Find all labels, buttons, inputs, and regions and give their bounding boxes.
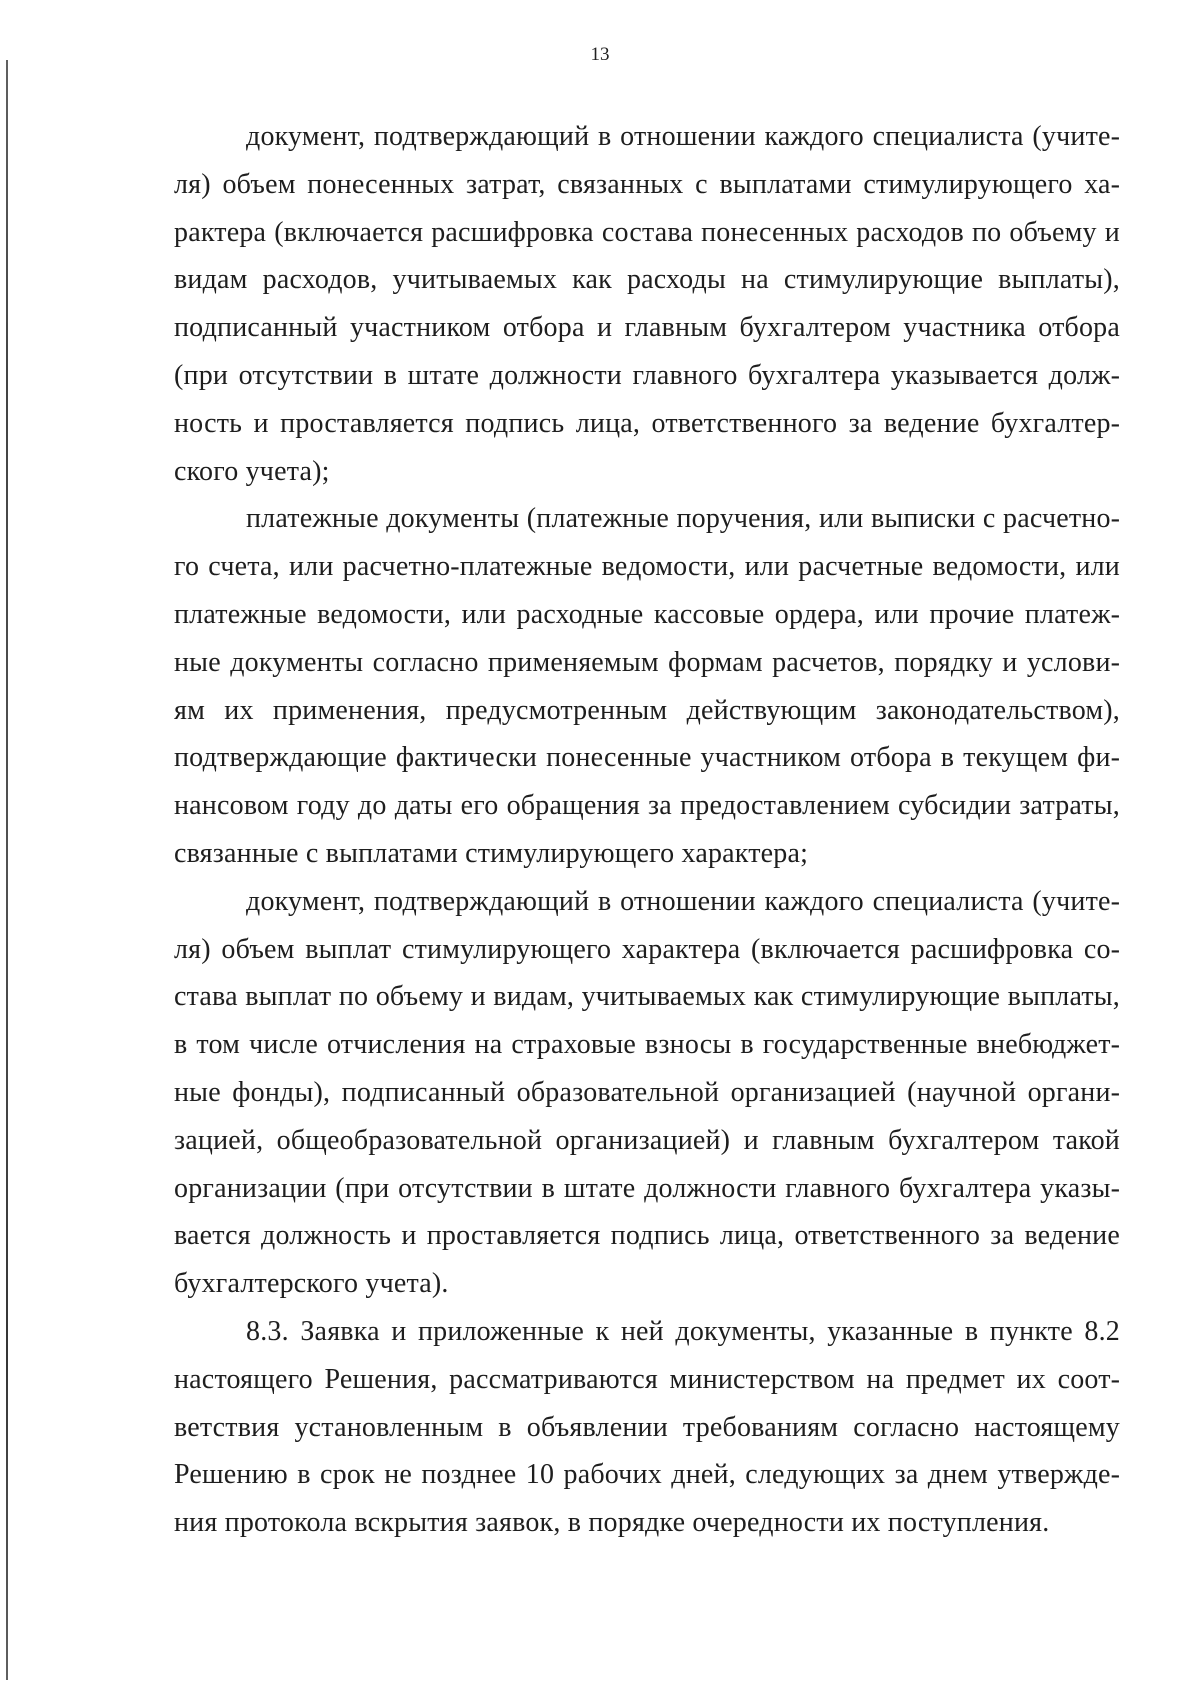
page-number: 13	[590, 44, 610, 65]
paragraph-clause-8-3: 8.3. Заявка и приложенные к ней документы, указанные в пункте 8.2 настоящего Решения, рассматриваются министерством на предмет их соответствия установленным в объявлении требованиям согласно настоящему Решению в срок не позднее 10 рабочих дней, следующих за днем утверждения протокола вскрытия заявок, в порядке очередности их поступления.	[174, 1315, 1120, 1539]
paragraph-payout-document: документ, подтверждающий в отношении каждого специалиста (учителя) объем выплат стимулирующего характера (включается расшифровка состава выплат по объему и видам, учитываемых как стимулирующие выплаты, в том числе отчисления на страховые взносы в государственные внебюджетные фонды), подписанный образовательной организацией (научной организацией, общеобразовательной организацией) и главным бухгалтером такой организации (при отсутствии в штате должности главного бухгалтера указывается должность и проставляется подпись лица, ответственного за ведение бухгалтерского учета).	[174, 885, 1120, 1300]
document-body	[174, 113, 1120, 1547]
paragraph-payment-documents: платежные документы (платежные поручения, или выписки с расчетного счета, или расчетно-платежные ведомости, или расчетные ведомости, или платежные ведомости, или расходные кассовые ордера, или прочие платежные документы согласно применяемым формам расчетов, порядку и условиям их применения, предусмотренным действующим законодательством), подтверждающие фактически понесенные участником отбора в текущем финансовом году до даты его обращения за предоставлением субсидии затраты, связанные с выплатами стимулирующего характера;	[174, 503, 1120, 869]
scan-edge-line	[6, 60, 8, 1680]
paragraph-cost-document: документ, подтверждающий в отношении каждого специалиста (учителя) объем понесенных затрат, связанных с выплатами стимулирующего характера (включается расшифровка состава понесенных расходов по объему и видам расходов, учитываемых как расходы на стимулирующие выплаты), подписанный участником отбора и главным бухгалтером участника отбора (при отсутствии в штате должности главного бухгалтера указывается должность и проставляется подпись лица, ответственного за ведение бухгалтерского учета);	[174, 121, 1120, 487]
